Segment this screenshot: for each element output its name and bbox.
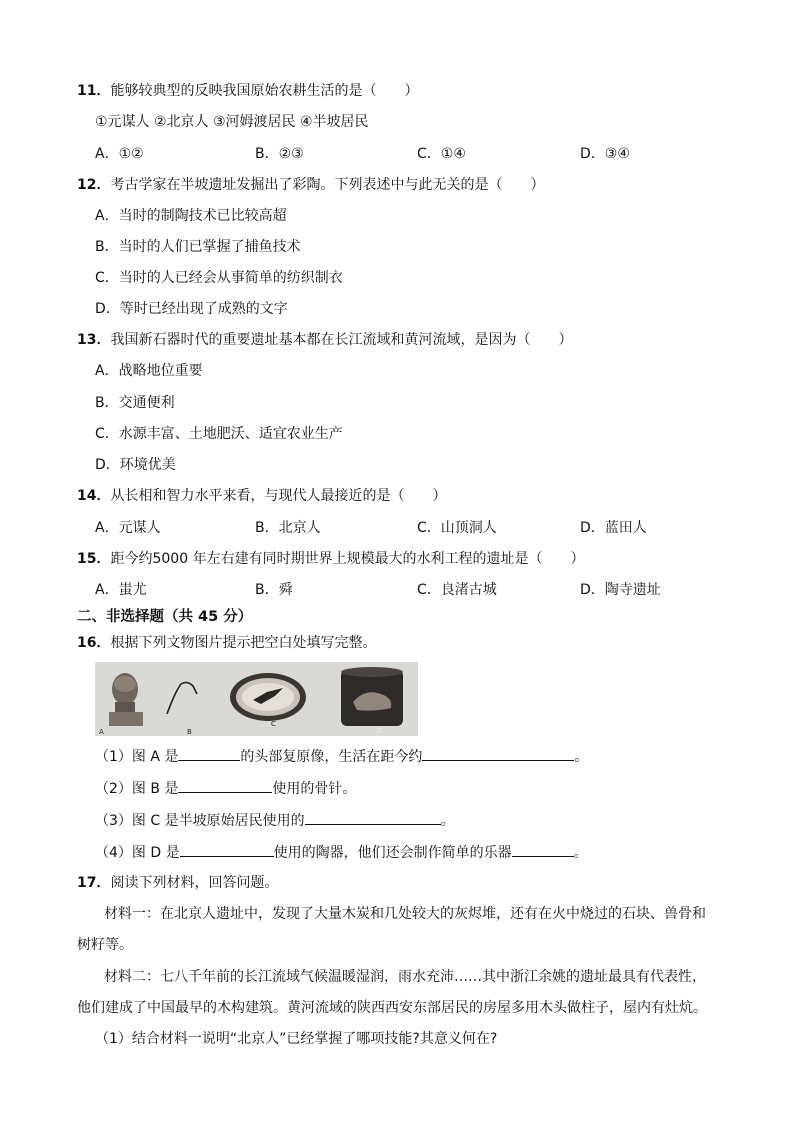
figure-label-d: D bbox=[377, 727, 383, 735]
option-d[interactable]: D．③④ bbox=[580, 146, 630, 162]
question-17-stem: 17．阅读下列材料，回答问题。 bbox=[77, 875, 279, 891]
question-16-sub2: （2）图 B 是 使用的骨针。 bbox=[95, 778, 356, 799]
figure-label-a: A bbox=[99, 728, 104, 736]
black-pottery-pot-image bbox=[341, 667, 403, 726]
figure-label-b: B bbox=[187, 728, 192, 736]
artifact-figure bbox=[95, 662, 418, 736]
answer-blank[interactable] bbox=[178, 778, 272, 793]
option-c[interactable]: C．①④ bbox=[417, 146, 466, 162]
material-1-line-2: 树籽等。 bbox=[77, 937, 133, 953]
option-c[interactable]: C．当时的人已经会从事简单的纺织制衣 bbox=[95, 270, 343, 286]
material-1-line-1: 材料一：在北京人遗址中，发现了大量木炭和几处较大的灰烬堆，还有在火中烧过的石块、兽骨和 bbox=[104, 906, 706, 922]
question-16-sub4: （4）图 D 是 使用的陶器，他们还会制作简单的乐器 。 bbox=[95, 842, 588, 863]
answer-blank[interactable] bbox=[512, 842, 574, 857]
option-d[interactable]: D．蓝田人 bbox=[580, 520, 647, 536]
question-17-sub1: （1）结合材料一说明“北京人”已经掌握了哪项技能?其意义何在? bbox=[95, 1031, 498, 1047]
answer-blank[interactable] bbox=[180, 842, 274, 857]
question-13-stem: 13．我国新石器时代的重要遗址基本都在长江流域和黄河流域，是因为（ ） bbox=[77, 332, 573, 348]
question-16-stem: 16．根据下列文物图片提示把空白处填写完整。 bbox=[77, 635, 377, 651]
option-a[interactable]: A．战略地位重要 bbox=[95, 363, 203, 379]
option-b[interactable]: B．当时的人们已掌握了捕鱼技术 bbox=[95, 239, 301, 255]
answer-blank[interactable] bbox=[422, 746, 574, 761]
question-11-items: ①元谋人 ②北京人 ③河姆渡居民 ④半坡居民 bbox=[95, 114, 369, 130]
answer-blank[interactable] bbox=[305, 810, 441, 825]
option-b[interactable]: B．交通便利 bbox=[95, 395, 175, 411]
option-a[interactable]: A．①② bbox=[95, 146, 144, 162]
option-a[interactable]: A．蚩尤 bbox=[95, 582, 147, 598]
option-a[interactable]: A．元谋人 bbox=[95, 520, 161, 536]
option-c[interactable]: C．水源丰富、土地肥沃、适宜农业生产 bbox=[95, 426, 343, 442]
painted-pottery-basin-image bbox=[230, 673, 306, 721]
material-2-line-2: 他们建成了中国最早的木构建筑。黄河流域的陕西西安东部居民的房屋多用木头做柱子，屋内有灶炕。 bbox=[77, 1000, 707, 1016]
option-d[interactable]: D．环境优美 bbox=[95, 457, 176, 473]
question-11-stem: 11．能够较典型的反映我国原始农耕生活的是（ ） bbox=[77, 83, 419, 99]
question-15-stem: 15．距今约5000 年左右建有同时期世界上规模最大的水利工程的遗址是（ ） bbox=[77, 551, 585, 567]
option-b[interactable]: B．②③ bbox=[255, 146, 304, 162]
option-a[interactable]: A．当时的制陶技术已比较高超 bbox=[95, 208, 287, 224]
option-d[interactable]: D．陶寺遗址 bbox=[580, 582, 661, 598]
option-c[interactable]: C．良渚古城 bbox=[417, 582, 497, 598]
question-16-sub3: （3）图 C 是半坡原始居民使用的 。 bbox=[95, 810, 455, 831]
question-14-stem: 14．从长相和智力水平来看，与现代人最接近的是（ ） bbox=[77, 488, 447, 504]
option-d[interactable]: D．等时已经出现了成熟的文字 bbox=[95, 301, 288, 317]
section-title: 二、非选择题（共 45 分） bbox=[77, 609, 253, 625]
option-b[interactable]: B．舜 bbox=[255, 582, 293, 598]
answer-blank[interactable] bbox=[178, 746, 240, 761]
question-12-stem: 12．考古学家在半坡遗址发掘出了彩陶。下列表述中与此无关的是（ ） bbox=[77, 177, 545, 193]
material-2-line-1: 材料二：七八千年前的长江流域气候温暖湿润，雨水充沛……其中浙江余姚的遗址最具有代表性， bbox=[104, 969, 706, 985]
option-c[interactable]: C．山顶洞人 bbox=[417, 520, 497, 536]
question-16-sub1: （1）图 A 是 的头部复原像，生活在距今约 。 bbox=[95, 746, 588, 767]
option-b[interactable]: B．北京人 bbox=[255, 520, 321, 536]
figure-label-c: C bbox=[271, 720, 276, 728]
